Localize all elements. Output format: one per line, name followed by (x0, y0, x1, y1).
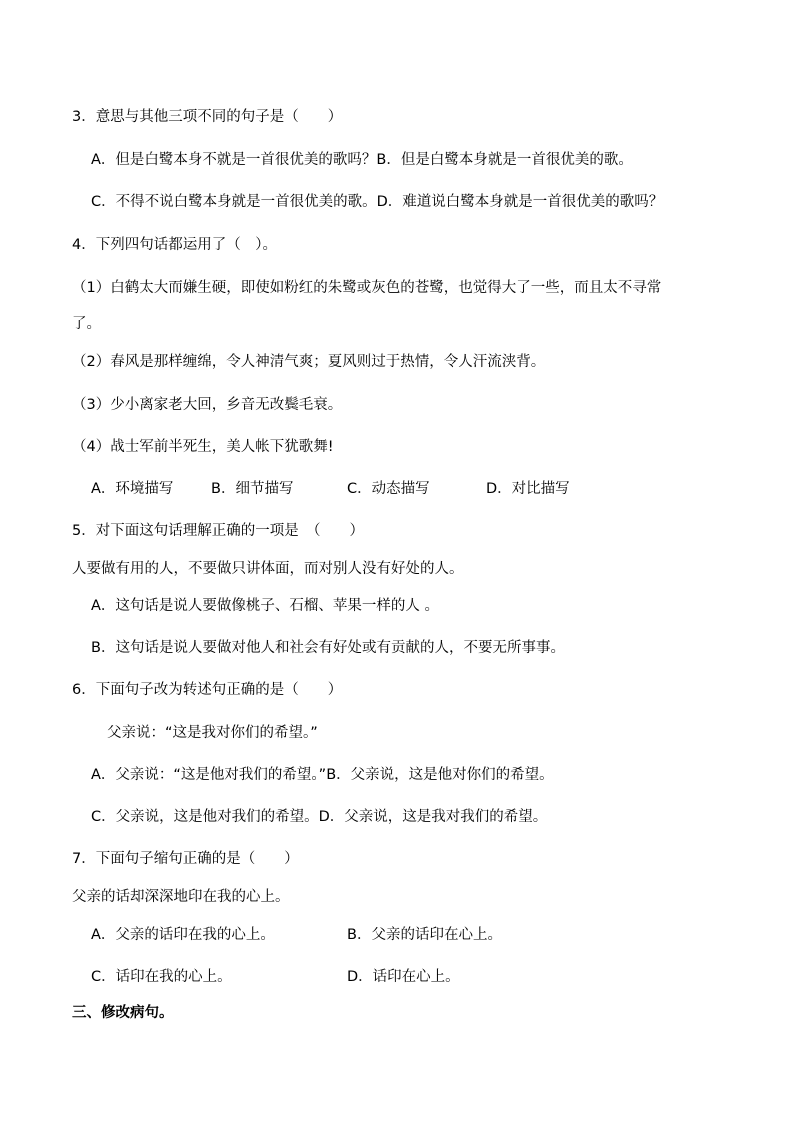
section-3-heading: 三、修改病句。 (72, 1005, 174, 1021)
question-5-quote: 人要做有用的人，不要做只讲体面，而对别人没有好处的人。 (72, 561, 464, 577)
question-7-option-b: B．父亲的话印在心上。 (347, 927, 502, 943)
question-4-sentence-4: （4）战士军前半死生，美人帐下犹歌舞! (72, 439, 334, 455)
question-7-option-a: A．父亲的话印在我的心上。 (91, 927, 275, 943)
question-7-option-d: D．话印在心上。 (347, 969, 460, 985)
question-4-stem: 4．下列四句话都运用了（ ）。 (72, 237, 277, 253)
question-7-sentence: 父亲的话却深深地印在我的心上。 (72, 889, 290, 905)
question-6-options-ab: A．父亲说：“这是他对我们的希望。”B．父亲说，这是他对你们的希望。 (91, 767, 554, 783)
question-4-sentence-1: （1）白鹤太大而嫌生硬，即使如粉红的朱鹭或灰色的苍鹭，也觉得大了一些，而且太不寻常 (72, 280, 662, 296)
question-6-sentence: 父亲说：“这是我对你们的希望。” (107, 725, 318, 741)
question-5-stem: 5．对下面这句话理解正确的一项是 （ ） (72, 523, 364, 539)
question-7-option-c: C．话印在我的心上。 (91, 969, 232, 985)
question-4-sentence-3: （3）少小离家老大回，乡音无改鬓毛衰。 (72, 397, 343, 413)
question-3-stem: 3．意思与其他三项不同的句子是（ ） (72, 109, 343, 125)
question-3-options-cd: C．不得不说白鹭本身就是一首很优美的歌。D．难道说白鹭本身就是一首很优美的歌吗？ (91, 194, 664, 210)
question-6-options-cd: C．父亲说，这是他对我们的希望。D．父亲说，这是我对我们的希望。 (91, 809, 548, 825)
question-6-stem: 6．下面句子改为转述句正确的是（ ） (72, 682, 343, 698)
question-5-option-a: A．这句话是说人要做像桃子、石榴、苹果一样的人 。 (91, 598, 440, 614)
question-4-option-c: C．动态描写 (347, 481, 430, 497)
question-4-sentence-2: （2）春风是那样缠绵，令人神清气爽；夏风则过于热情，令人汗流浃背。 (72, 354, 546, 370)
question-4-option-b: B．细节描写 (211, 481, 294, 497)
question-3-options-ab: A．但是白鹭本身不就是一首很优美的歌吗？B．但是白鹭本身就是一首很优美的歌。 (91, 152, 633, 168)
question-4-sentence-1-cont: 了。 (72, 316, 101, 332)
question-4-option-a: A．环境描写 (91, 481, 174, 497)
question-4-option-d: D．对比描写 (486, 481, 570, 497)
question-7-stem: 7．下面句子缩句正确的是（ ） (72, 851, 299, 867)
question-5-option-b: B．这句话是说人要做对他人和社会有好处或有贡献的人，不要无所事事。 (91, 640, 565, 656)
